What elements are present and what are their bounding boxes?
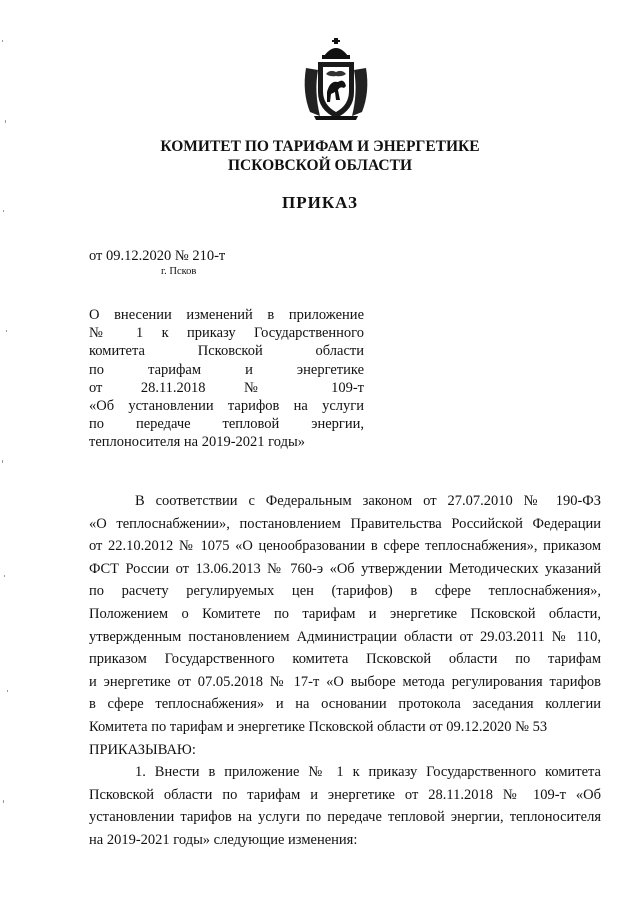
preamble-line: по расчету регулируемых цен (тарифов) в сфере теплоснабжения»,	[89, 583, 601, 600]
subject-line: по передаче тепловой энергии,	[89, 416, 364, 433]
document-type-title: ПРИКАЗ	[282, 193, 358, 212]
coat-of-arms-emblem	[300, 36, 372, 122]
committee-name-line1: КОМИТЕТ ПО ТАРИФАМ И ЭНЕРГЕТИКЕ	[160, 138, 480, 155]
subject-line: по тарифам и энергетике	[89, 361, 364, 378]
preamble-line: утвержденным постановлением Администрации области от 29.03.2011 № 110,	[89, 628, 601, 645]
order-date-number: от 09.12.2020 № 210-т	[89, 248, 226, 264]
subject-line: теплоносителя на 2019-2021 годы»	[89, 434, 305, 451]
subject-line: комитета Псковской области	[89, 343, 364, 360]
subject-line: О внесении изменений в приложение	[89, 307, 364, 323]
preamble-line: в сфере теплоснабжения» и на основании протокола заседания коллегии	[89, 696, 601, 713]
scan-margin-marks	[0, 0, 18, 905]
order-body	[89, 490, 601, 852]
subject-line: от 28.11.2018 № 109-т	[89, 379, 364, 396]
item-line: Псковской области по тарифам и энергетике от 28.11.2018 № 109-т «Об	[89, 786, 601, 803]
preamble-line: и энергетике от 07.05.2018 № 17-т «О выборе метода регулирования тарифов	[89, 673, 601, 690]
preamble-line: «О теплоснабжении», постановлением Правительства Российской Федерации	[89, 515, 601, 532]
preamble-line: приказом Государственного комитета Псковской области по тарифам	[89, 651, 601, 668]
item-line: 1. Внести в приложение № 1 к приказу Государственного комитета	[135, 764, 601, 781]
preamble-line: ФСТ России от 13.06.2013 № 760-э «Об утверждении Методических указаний	[89, 560, 601, 577]
subject-line: № 1 к приказу Государственного	[89, 325, 364, 342]
preamble-paragraph	[89, 490, 601, 739]
committee-name-line2: ПСКОВСКОЙ ОБЛАСТИ	[227, 157, 412, 174]
item-line: установлении тарифов на услуги по передаче тепловой энергии, теплоносителя	[89, 809, 601, 826]
preamble-line: Комитета по тарифам и энергетике Псковской области от 09.12.2020 № 53	[89, 718, 548, 735]
order-subject	[89, 306, 364, 452]
preamble-line: от 22.10.2012 № 1075 «О ценообразовании в сфере теплоснабжения», приказом	[89, 538, 601, 555]
preamble-line: Положением о Комитете по тарифам и энергетике Псковской области,	[89, 605, 601, 622]
item-1-paragraph	[89, 761, 601, 851]
subject-line: «Об установлении тарифов на услуги	[89, 398, 364, 415]
city-label: г. Псков	[161, 266, 197, 277]
order-directive: ПРИКАЗЫВАЮ:	[89, 741, 196, 758]
preamble-line: В соответствии с Федеральным законом от 27.07.2010 № 190-ФЗ	[135, 493, 601, 509]
item-line: на 2019-2021 годы» следующие изменения:	[89, 831, 358, 848]
